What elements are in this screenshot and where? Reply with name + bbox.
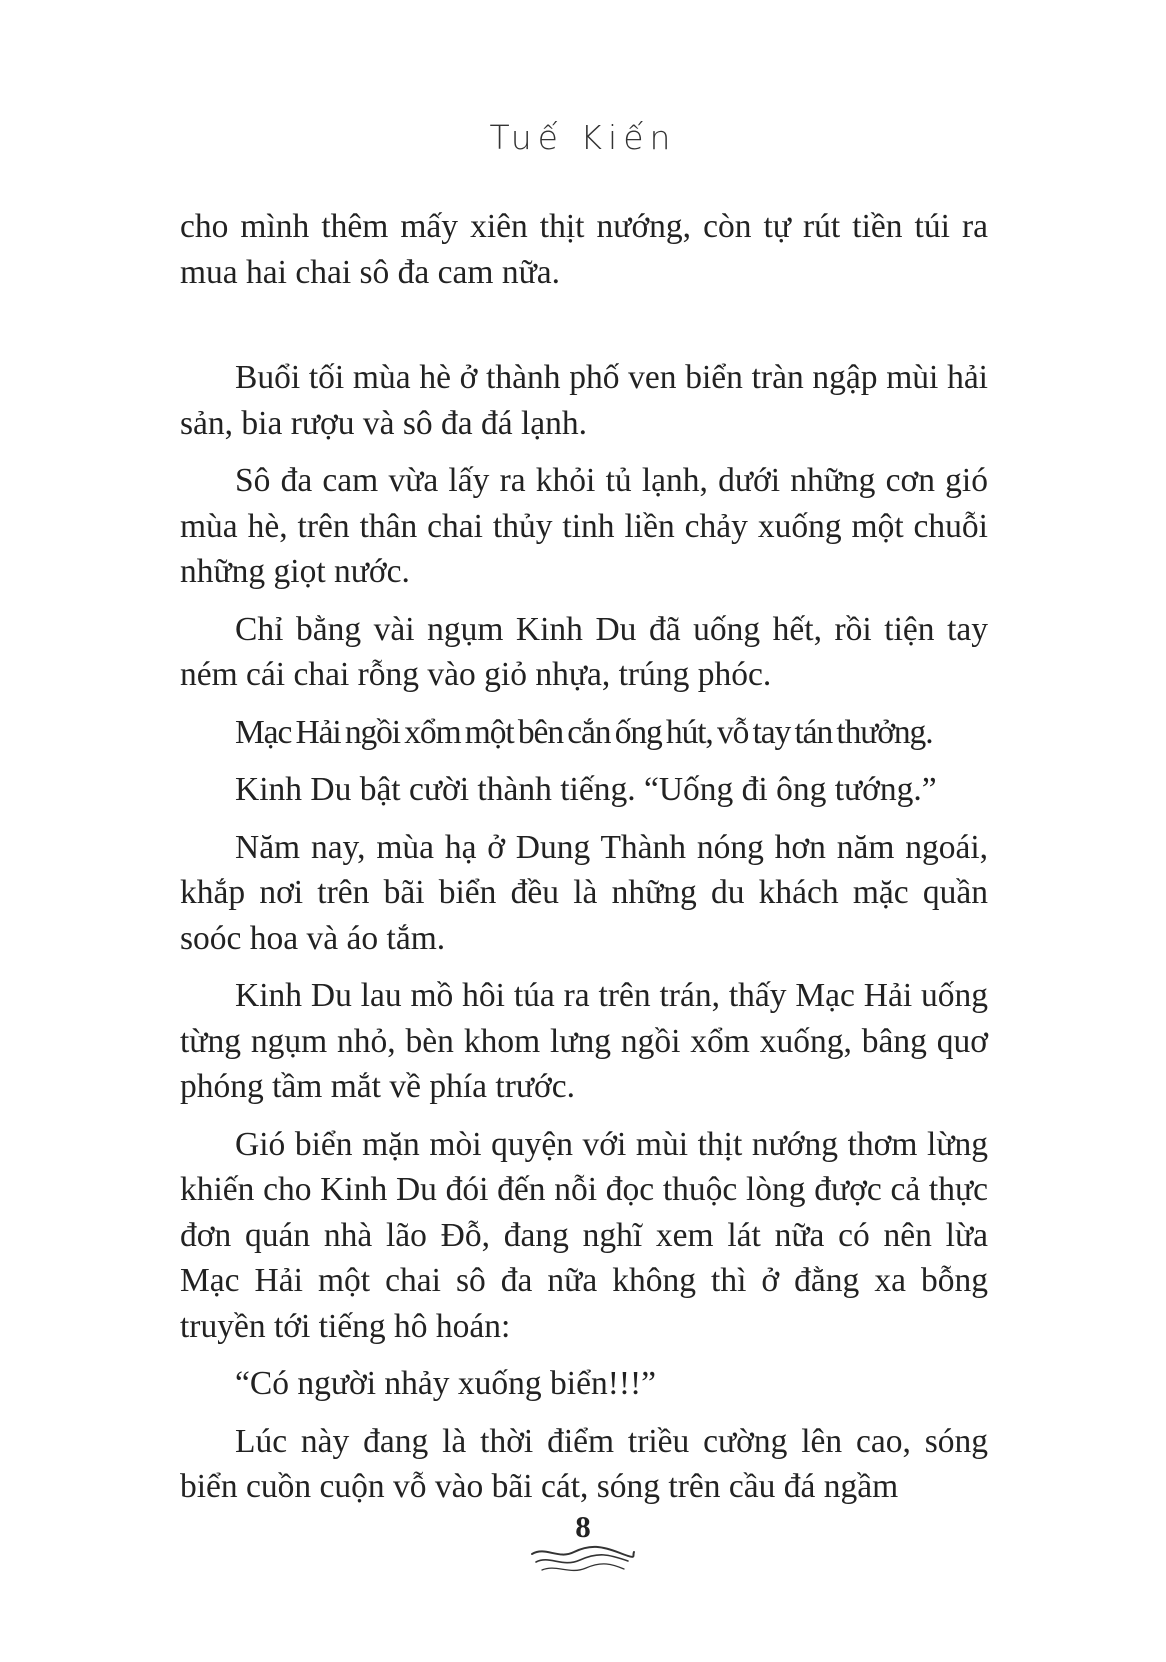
body-text	[180, 204, 988, 1522]
paragraph: Mạc Hải ngồi xổm một bên cắn ống hút, vỗ tay tán thưởng.	[235, 713, 933, 751]
page-footer	[0, 1510, 1166, 1578]
paragraph: Lúc này đang là thời điểm triều cường lên cao, sóng biển cuồn cuộn vỗ vào bãi cát, sóng trên cầu đá ngầm	[180, 1422, 988, 1505]
paragraph: cho mình thêm mấy xiên thịt nướng, còn tự rút tiền túi ra mua hai chai sô đa cam nữa.	[180, 208, 988, 291]
page-number: 8	[575, 1509, 591, 1544]
paragraph: Chỉ bằng vài ngụm Kinh Du đã uống hết, rồi tiện tay ném cái chai rỗng vào giỏ nhựa, trúng phóc.	[180, 610, 988, 693]
paragraph: Năm nay, mùa hạ ở Dung Thành nóng hơn năm ngoái, khắp nơi trên bãi biển đều là những du khách mặc quần soóc hoa và áo tắm.	[180, 828, 988, 957]
paragraph: Buổi tối mùa hè ở thành phố ven biển tràn ngập mùi hải sản, bia rượu và sô đa đá lạnh.	[180, 359, 988, 442]
paragraph: Sô đa cam vừa lấy ra khỏi tủ lạnh, dưới những cơn gió mùa hè, trên thân chai thủy tinh liền chảy xuống một chuỗi những giọt nước.	[180, 462, 988, 590]
wave-ornament-icon	[528, 1544, 638, 1578]
running-header: Tuế Kiến	[489, 118, 677, 157]
paragraph: Kinh Du lau mồ hôi túa ra trên trán, thấy Mạc Hải uống từng ngụm nhỏ, bèn khom lưng ngồi xổm xuống, bâng quơ phóng tầm mắt về phía trước.	[180, 977, 988, 1105]
paragraph: Gió biển mặn mòi quyện với mùi thịt nướng thơm lừng khiến cho Kinh Du đói đến nỗi đọc thuộc lòng được cả thực đơn quán nhà lão Đỗ, đang nghĩ xem lát nữa có nên lừa Mạc Hải một chai sô đa nữa không thì ở đằng xa bỗng truyền tới tiếng hô hoán:	[180, 1125, 988, 1345]
paragraph: Kinh Du bật cười thành tiếng. “Uống đi ông tướng.”	[235, 771, 937, 808]
paragraph: “Có người nhảy xuống biển!!!”	[235, 1365, 657, 1402]
